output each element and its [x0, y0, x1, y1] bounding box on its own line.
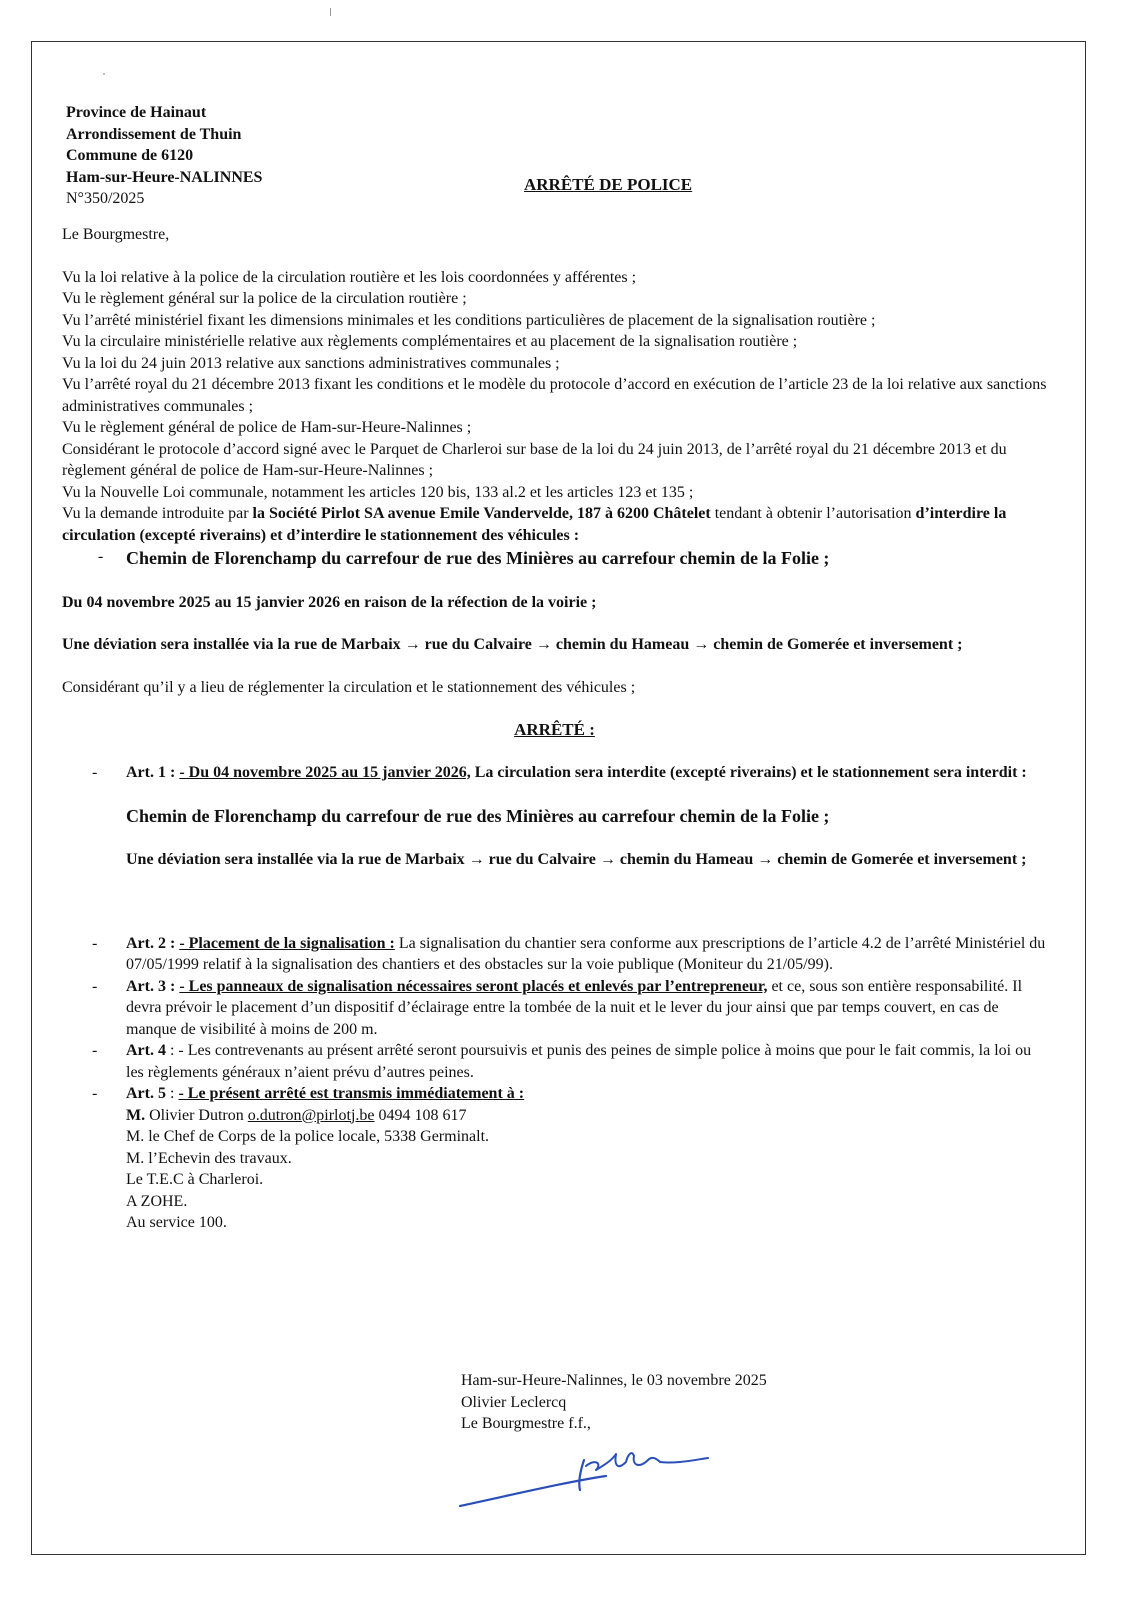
considerant-6: Vu l’arrêté royal du 21 décembre 2013 fixant les conditions et le modèle du protocole d’accord en exécution de l’article 23 de la loi relative aux sanctions administratives communales ;	[62, 376, 1047, 415]
demande-object: d’interdire la circulation (excepté riverains) et d’interdire le stationnement des véhicules :	[62, 505, 1007, 544]
article-1-dates: - Du 04 novembre 2025 au 15 janvier 2026,	[179, 763, 471, 781]
article-2-heading: - Placement de la signalisation :	[179, 934, 395, 952]
article-1-deviation: Une déviation sera installée via la rue de Marbaix → rue du Calvaire → chemin du Hameau → chemin de Gomerée et inversement ;	[126, 851, 1027, 868]
header-arrondissement: Arrondissement de Thuin	[66, 125, 242, 143]
reference-number: N°350/2025	[66, 190, 145, 207]
header-commune: Commune de 6120	[66, 147, 194, 164]
recipient-title: M.	[126, 1106, 146, 1124]
dash-bullet: -	[92, 977, 98, 995]
period-text: Du 04 novembre 2025 au 15 janvier 2026 en raison de la réfection de la voirie ;	[62, 593, 597, 611]
article-3-heading: - Les panneaux de signalisation nécessaires seront placés et enlevés par l’entrepreneur,	[179, 977, 768, 995]
salutation: Le Bourgmestre,	[62, 226, 170, 243]
demande-paragraph	[62, 503, 1047, 546]
article-5-label: Art. 5	[126, 1085, 166, 1102]
recipient-item: A ZOHE.	[126, 1192, 188, 1210]
header-province: Province de Hainaut	[66, 104, 207, 121]
article-5-sep: :	[165, 1085, 179, 1102]
recipient-item: M. le Chef de Corps de la police locale, 5338 Germinalt.	[126, 1128, 490, 1145]
article-1	[62, 762, 1047, 871]
article-2-label: Art. 2 :	[126, 934, 180, 952]
location-text: Chemin de Florenchamp du carrefour de rue des Minières au carrefour chemin de la Folie ;	[126, 548, 830, 568]
header-municipality: Ham-sur-Heure-NALINNES	[66, 168, 263, 186]
article-3-body	[126, 976, 1047, 1041]
considerant-7: Vu le règlement général de police de Ham-sur-Heure-Nalinnes ;	[62, 419, 472, 436]
considerant-8: Considérant le protocole d’accord signé avec le Parquet de Charleroi sur base de la loi du 24 juin 2013, de l’arrêté royal du 21 décembre 2013 et du règlement général de police de Ham-sur-Heure-Nalinnes ;	[62, 440, 1007, 479]
considerants-list	[62, 267, 1047, 547]
deviation-text: Une déviation sera installée via la rue de Marbaix → rue du Calvaire → chemin du Hameau → chemin de Gomerée et inversement ;	[62, 636, 963, 653]
signatory-role: Le Bourgmestre f.f.,	[461, 1415, 591, 1432]
demande-company: la Société Pirlot SA avenue Emile Vandervelde, 187 à 6200 Châtelet	[252, 505, 711, 522]
arrete-title: ARRÊTÉ :	[514, 720, 595, 739]
considerant-final: Considérant qu’il y a lieu de réglementer la circulation et le stationnement des véhicules ;	[62, 678, 636, 696]
recipient-primary	[126, 1105, 1047, 1127]
document-body	[62, 102, 1047, 1234]
article-3	[62, 976, 1047, 1041]
dash-bullet: -	[92, 1042, 98, 1059]
signature-block	[461, 1370, 767, 1435]
article-1-location: Chemin de Florenchamp du carrefour de rue des Minières au carrefour chemin de la Folie ;	[126, 806, 830, 826]
article-2-body	[126, 933, 1047, 976]
article-5	[62, 1083, 1047, 1234]
considerant-5: Vu la loi du 24 juin 2013 relative aux sanctions administratives communales ;	[62, 354, 560, 372]
considerant-2: Vu le règlement général sur la police de la circulation routière ;	[62, 290, 467, 307]
demande-mid: tendant à obtenir l’autorisation	[710, 505, 916, 522]
article-2	[62, 933, 1047, 976]
article-5-head	[126, 1083, 1047, 1105]
recipient-phone: 0494 108 617	[374, 1106, 467, 1124]
demande-intro: Vu la demande introduite par	[62, 505, 253, 522]
considerant-4: Vu la circulaire ministérielle relative aux règlements complémentaires et au placement de la signalisation routière ;	[62, 333, 798, 350]
location-item	[62, 546, 1047, 571]
article-3-text: et ce, sous son entière responsabilité. Il devra prévoir le placement d’un dispositif d’éclairage entre la tombée de la nuit et le lever du jour ainsi que par temps couvert, en cas de manque de visibilité à moins de 200 m.	[126, 977, 1023, 1038]
dash-bullet: -	[92, 934, 98, 952]
considerant-3: Vu l’arrêté ministériel fixant les dimensions minimales et les conditions particulières de placement de la signalisation routière ;	[62, 311, 876, 329]
article-1-label: Art. 1 :	[126, 763, 180, 781]
article-2-text: La signalisation du chantier sera conforme aux prescriptions de l’article 4.2 de l’arrêté Ministériel du 07/05/1999 relatif à la signalisation des chantiers et des obstacles sur la voie publique (Moniteur du 21/05/99).	[126, 934, 1046, 973]
dash-bullet: -	[92, 763, 98, 781]
considerant-9: Vu la Nouvelle Loi communale, notamment les articles 120 bis, 133 al.2 et les articles 123 et 135 ;	[62, 483, 694, 501]
article-1-head	[126, 762, 1047, 784]
article-4-label: Art. 4	[126, 1042, 166, 1059]
article-5-heading: - Le présent arrêté est transmis immédiatement à :	[178, 1085, 525, 1102]
letterhead	[62, 102, 1047, 212]
signatory-name: Olivier Leclercq	[461, 1393, 567, 1411]
recipient-email-link[interactable]: o.dutron@pirlotj.be	[247, 1106, 375, 1124]
recipient-item: Le T.E.C à Charleroi.	[126, 1171, 264, 1188]
recipient-item: Au service 100.	[126, 1214, 227, 1231]
dash-bullet: -	[98, 548, 104, 565]
article-3-label: Art. 3 :	[126, 977, 180, 995]
recipient-name: Olivier Dutron	[145, 1106, 248, 1124]
considerant-1: Vu la loi relative à la police de la circulation routière et les lois coordonnées y afférentes ;	[62, 268, 637, 286]
recipient-item: M. l’Echevin des travaux.	[126, 1149, 292, 1167]
scan-mark	[330, 8, 331, 16]
place-date: Ham-sur-Heure-Nalinnes, le 03 novembre 2025	[461, 1372, 767, 1389]
article-4-text: : - Les contrevenants au présent arrêté seront poursuivis et punis des peines de simple police à moins que pour le fait commis, la loi ou les règlements généraux n’aient prévu d’autres peines.	[126, 1042, 1032, 1081]
dash-bullet: -	[92, 1085, 98, 1102]
document-title: ARRÊTÉ DE POLICE	[524, 175, 693, 194]
issuer-address	[66, 102, 262, 210]
handwritten-signature	[456, 1442, 716, 1512]
article-1-text: La circulation sera interdite (excepté riverains) et le stationnement sera interdit :	[470, 763, 1027, 781]
article-4	[62, 1040, 1047, 1083]
article-4-body	[126, 1040, 1047, 1083]
